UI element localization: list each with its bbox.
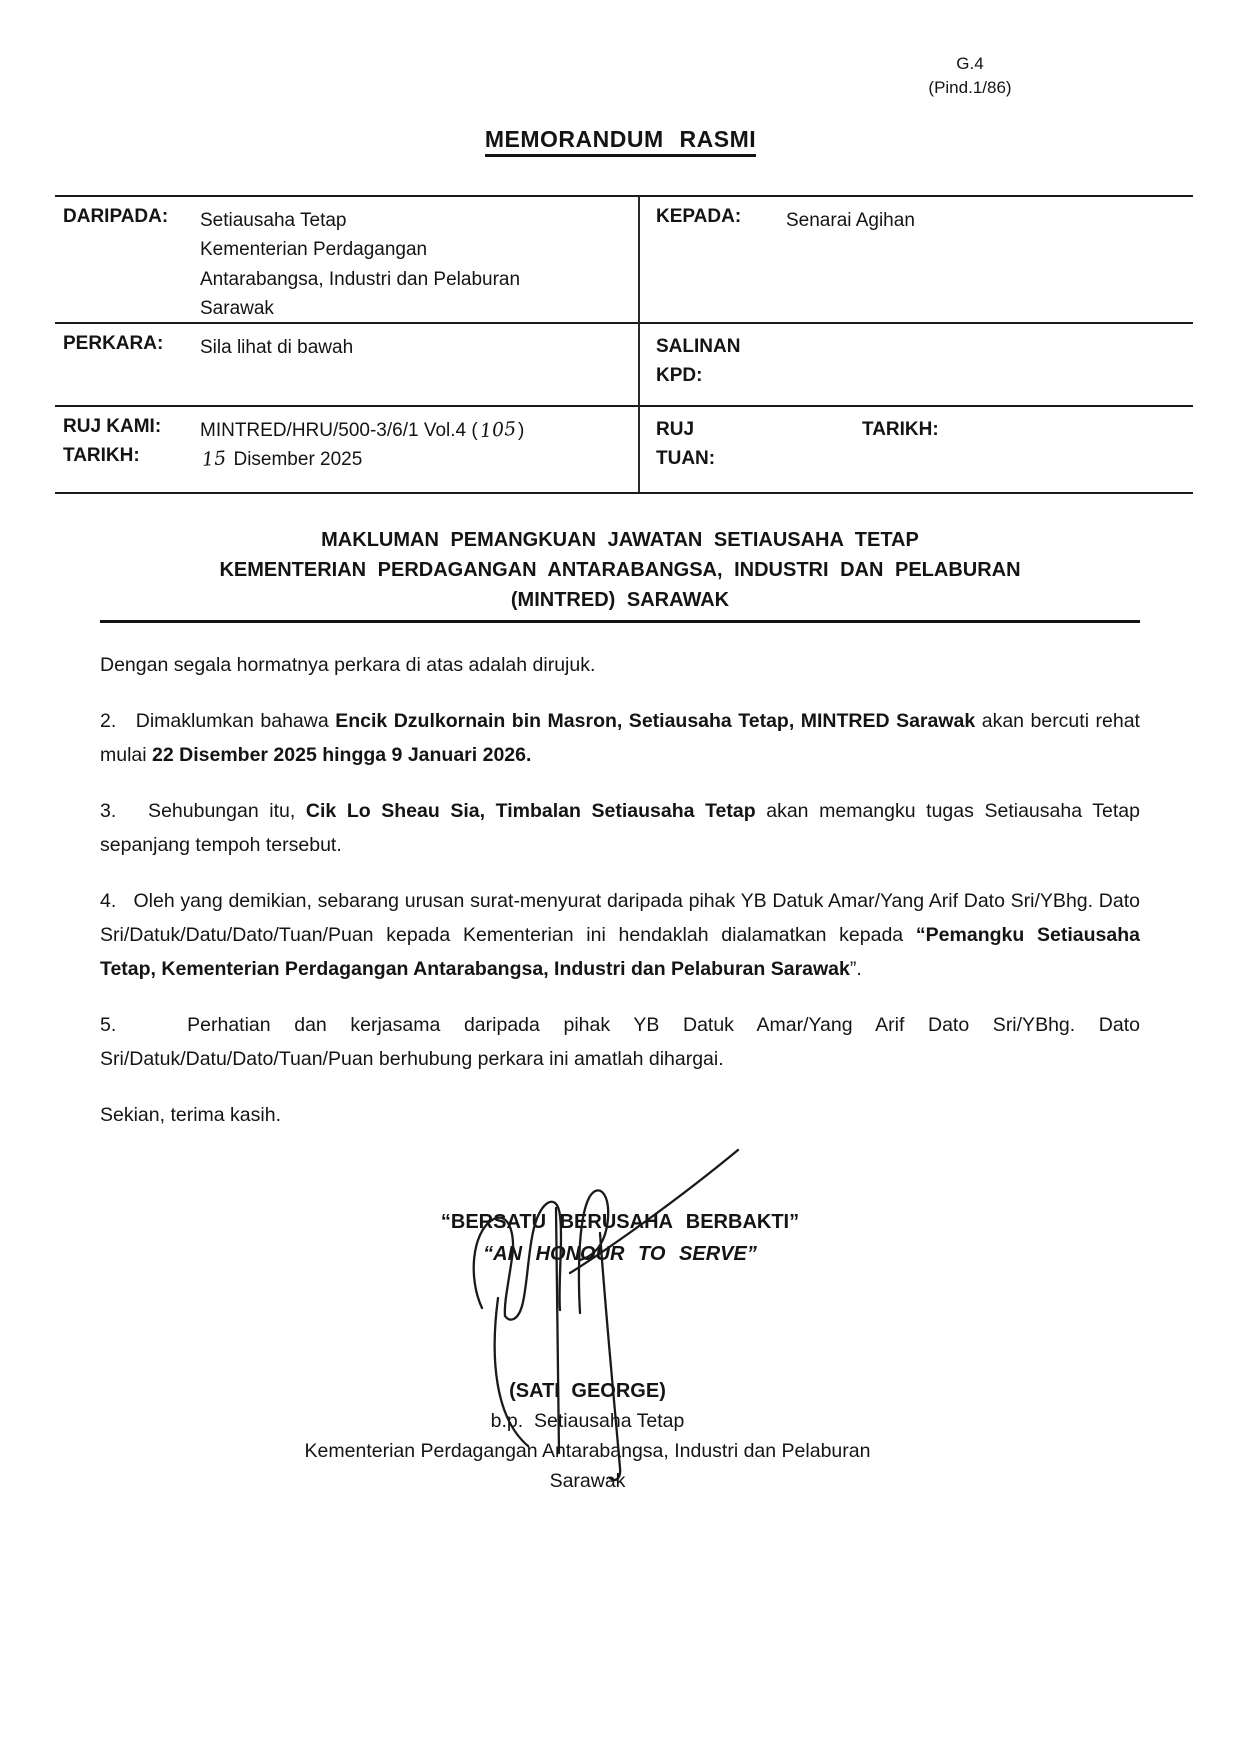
daripada-value xyxy=(200,206,520,324)
signature-block xyxy=(0,1376,1208,1496)
paragraph-4: 4. Oleh yang demikian, sebarang urusan surat-menyurat daripada pihak YB Datuk Amar/Yang Arif Dato Sri/YBhg. Dato Sri/Datuk/Datu/Dato/Tuan/Puan kepada Kementerian ini hendaklah dialamatkan kepada “Pemangku Setiausaha Tetap, Kementerian Perdagangan Antarabangsa, Industri dan Pelaburan Sarawak”. xyxy=(100,890,1140,980)
paragraph-3: 3. Sehubungan itu, Cik Lo Sheau Sia, Timbalan Setiausaha Tetap akan memangku tugas Setiausaha Tetap sepanjang tempoh tersebut. xyxy=(100,800,1140,856)
tarikh-value xyxy=(200,445,362,474)
daripada-line-3: Antarabangsa, Industri dan Pelaburan xyxy=(200,268,521,290)
motto-malay: “BERSATU BERUSAHA BERBAKTI” xyxy=(440,1211,800,1233)
motto-english: “AN HONOUR TO SERVE” xyxy=(483,1243,757,1265)
signatory-region-line: Sarawak xyxy=(549,1470,626,1492)
document-title-text: MEMORANDUM RASMI xyxy=(485,126,756,157)
paragraph-5: 5. Perhatian dan kerjasama daripada pihak YB Datuk Amar/Yang Arif Dato Sri/YBhg. Dato Sri/Datuk/Datu/Dato/Tuan/Puan berhubung perkara ini amatlah dihargai. xyxy=(100,1014,1140,1070)
subject-line-1: MAKLUMAN PEMANGKUAN JAWATAN SETIAUSAHA TETAP xyxy=(321,529,919,551)
ruj-kami-ref: MINTRED/HRU/500-3/6/1 Vol.4 ( xyxy=(200,420,478,441)
daripada-line-4: Sarawak xyxy=(200,298,274,320)
signatory-name: (SATI GEORGE) xyxy=(509,1380,666,1402)
ruj-tuan-line2: TUAN: xyxy=(656,447,716,469)
perkara-label: PERKARA: xyxy=(63,333,164,354)
kepada-label: KEPADA: xyxy=(656,206,742,227)
document-title xyxy=(0,126,1241,153)
kepada-value: Senarai Agihan xyxy=(786,210,915,231)
cell-ruj-tuan xyxy=(638,405,1193,492)
tarikh-month-year: Disember 2025 xyxy=(233,449,363,471)
salinan-label-line1: SALINAN xyxy=(656,336,741,357)
form-revision: (Pind.1/86) xyxy=(928,77,1012,97)
signatory-bp-line: b.p. Setiausaha Tetap xyxy=(490,1410,685,1432)
cell-salinan xyxy=(638,322,1193,405)
daripada-line-2: Kementerian Perdagangan xyxy=(200,239,428,261)
ruj-kami-handwritten-number: 105 xyxy=(478,417,517,443)
paragraph-2: 2. Dimaklumkan bahawa Encik Dzulkornain bin Masron, Setiausaha Tetap, MINTRED Sarawak akan bercuti rehat mulai 22 Disember 2025 hingga 9 Januari 2026. xyxy=(100,710,1140,766)
paragraph-closing: Sekian, terima kasih. xyxy=(100,1104,281,1126)
subject-underline xyxy=(100,620,1140,623)
ruj-tuan-line1: RUJ xyxy=(656,419,695,440)
paragraph-intro: Dengan segala hormatnya perkara di atas adalah dirujuk. xyxy=(100,654,596,676)
subject-line-2: KEMENTERIAN PERDAGANGAN ANTARABANGSA, INDUSTRI DAN PELABURAN xyxy=(219,559,1021,581)
cell-daripada xyxy=(55,197,638,322)
daripada-label: DARIPADA: xyxy=(63,206,169,227)
daripada-line-1: Setiausaha Tetap xyxy=(200,210,347,231)
tarikh-right-label: TARIKH: xyxy=(862,419,939,440)
ruj-kami-ref-close: ) xyxy=(517,420,525,441)
form-code: G.4 xyxy=(956,54,984,73)
cell-perkara xyxy=(55,322,638,405)
signatory-org-line: Kementerian Perdagangan Antarabangsa, Industri dan Pelaburan xyxy=(304,1440,871,1462)
ruj-kami-value xyxy=(200,416,524,445)
cell-ruj-kami xyxy=(55,405,638,492)
perkara-value: Sila lihat di bawah xyxy=(200,337,354,358)
tarikh-label: TARIKH: xyxy=(63,445,140,467)
cell-kepada xyxy=(638,197,1193,322)
ruj-kami-label: RUJ KAMI: xyxy=(63,416,162,437)
memo-body xyxy=(100,648,1140,1154)
tarikh-handwritten-day: 15 xyxy=(201,447,227,472)
subject-line-3: (MINTRED) SARAWAK xyxy=(510,589,730,611)
memo-header-table xyxy=(55,195,1193,494)
form-code-block xyxy=(895,52,1045,100)
salinan-label-line2: KPD: xyxy=(656,364,703,386)
subject-heading xyxy=(100,525,1140,623)
motto-block xyxy=(100,1206,1140,1270)
